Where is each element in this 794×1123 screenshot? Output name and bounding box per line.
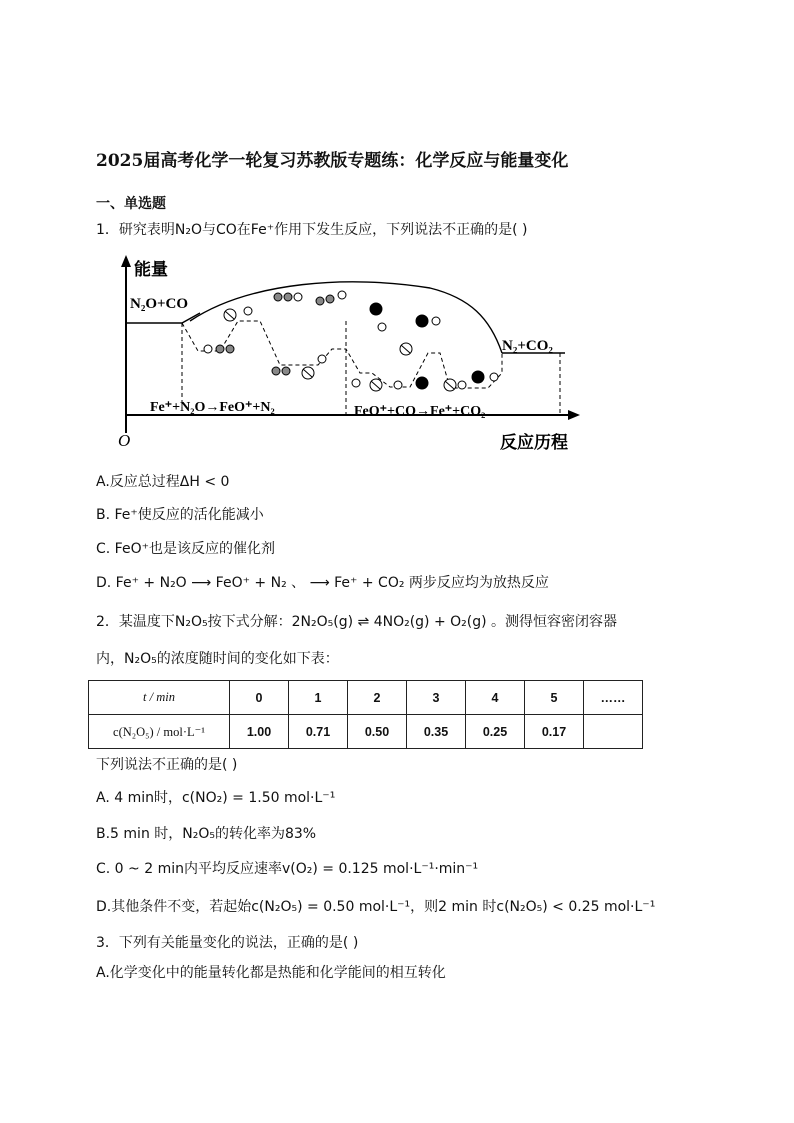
table-cell: 0.50 — [348, 715, 407, 749]
q2-option-a: A. 4 min时，c(NO₂) = 1.50 mol·L⁻¹ — [96, 790, 336, 806]
start-label: N₂O+CO — [130, 296, 189, 312]
step1-label: Fe⁺+N₂O→FeO⁺+N₂ — [150, 400, 275, 415]
y-axis-arrow — [121, 255, 131, 267]
y-axis-label: 能量 — [134, 260, 168, 279]
table-row-time — [89, 681, 643, 715]
q2-prompt: 下列说法不正确的是( ) — [96, 757, 238, 773]
table-cell: 0.17 — [525, 715, 584, 749]
q3-option-a: A.化学变化中的能量转化都是热能和化学能间的相互转化 — [96, 965, 446, 981]
table-cell: 1 — [289, 681, 348, 715]
table-header-concentration: c(N₂O₅) / mol·L⁻¹ — [89, 715, 230, 749]
q1-stem: 1．研究表明N₂O与CO在Fe⁺作用下发生反应，下列说法不正确的是( ) — [96, 222, 528, 238]
table-cell: 0.71 — [289, 715, 348, 749]
q2-option-d: D.其他条件不变，若起始c(N₂O₅) = 0.50 mol·L⁻¹，则2 min 时c(N₂O₅) < 0.25 mol·L⁻¹ — [96, 899, 656, 915]
table-cell: 3 — [407, 681, 466, 715]
table-cell: …… — [584, 681, 643, 715]
q3-stem: 3．下列有关能量变化的说法，正确的是( ) — [96, 935, 359, 951]
q2-stem-line1: 2．某温度下N₂O₅按下式分解：2N₂O₅(g) ⇌ 4NO₂(g) + O₂(g) 。测得恒容密闭容器 — [96, 614, 618, 630]
origin-label: O — [118, 431, 131, 450]
q1-option-c: C. FeO⁺也是该反应的催化剂 — [96, 541, 275, 557]
concentration-table — [88, 680, 643, 749]
q2-stem-line2: 内，N₂O₅的浓度随时间的变化如下表： — [96, 651, 339, 667]
energy-diagram — [110, 253, 580, 453]
step2-label: FeO⁺+CO→Fe⁺+CO₂ — [354, 404, 486, 419]
catalyzed-path — [182, 321, 502, 388]
x-axis-label: 反应历程 — [500, 433, 568, 452]
start-level — [126, 313, 200, 323]
table-row-concentration — [89, 715, 643, 749]
q1-option-d: D. Fe⁺ + N₂O ⟶ FeO⁺ + N₂ 、 ⟶ Fe⁺ + CO₂ 两步反应均为放热反应 — [96, 575, 549, 591]
table-cell: 0.25 — [466, 715, 525, 749]
q1-option-b: B. Fe⁺使反应的活化能减小 — [96, 507, 264, 523]
table-cell: 5 — [525, 681, 584, 715]
table-cell: 4 — [466, 681, 525, 715]
q2-option-c: C. 0 ~ 2 min内平均反应速率v(O₂) = 0.125 mol·L⁻¹·min⁻¹ — [96, 861, 479, 877]
document-title: 2025届高考化学一轮复习苏教版专题练：化学反应与能量变化 — [96, 151, 569, 171]
table-cell: 0.35 — [407, 715, 466, 749]
table-cell — [584, 715, 643, 749]
table-cell: 0 — [230, 681, 289, 715]
molecules — [204, 291, 498, 391]
table-cell: 1.00 — [230, 715, 289, 749]
x-axis-arrow — [568, 410, 580, 420]
table-cell: 2 — [348, 681, 407, 715]
table-header-time: t / min — [89, 681, 230, 715]
q1-option-a: A.反应总过程ΔH < 0 — [96, 474, 230, 490]
section-heading: 一、单选题 — [96, 196, 166, 212]
q2-option-b: B.5 min 时，N₂O₅的转化率为83% — [96, 826, 317, 842]
end-label: N₂+CO₂ — [502, 338, 553, 354]
